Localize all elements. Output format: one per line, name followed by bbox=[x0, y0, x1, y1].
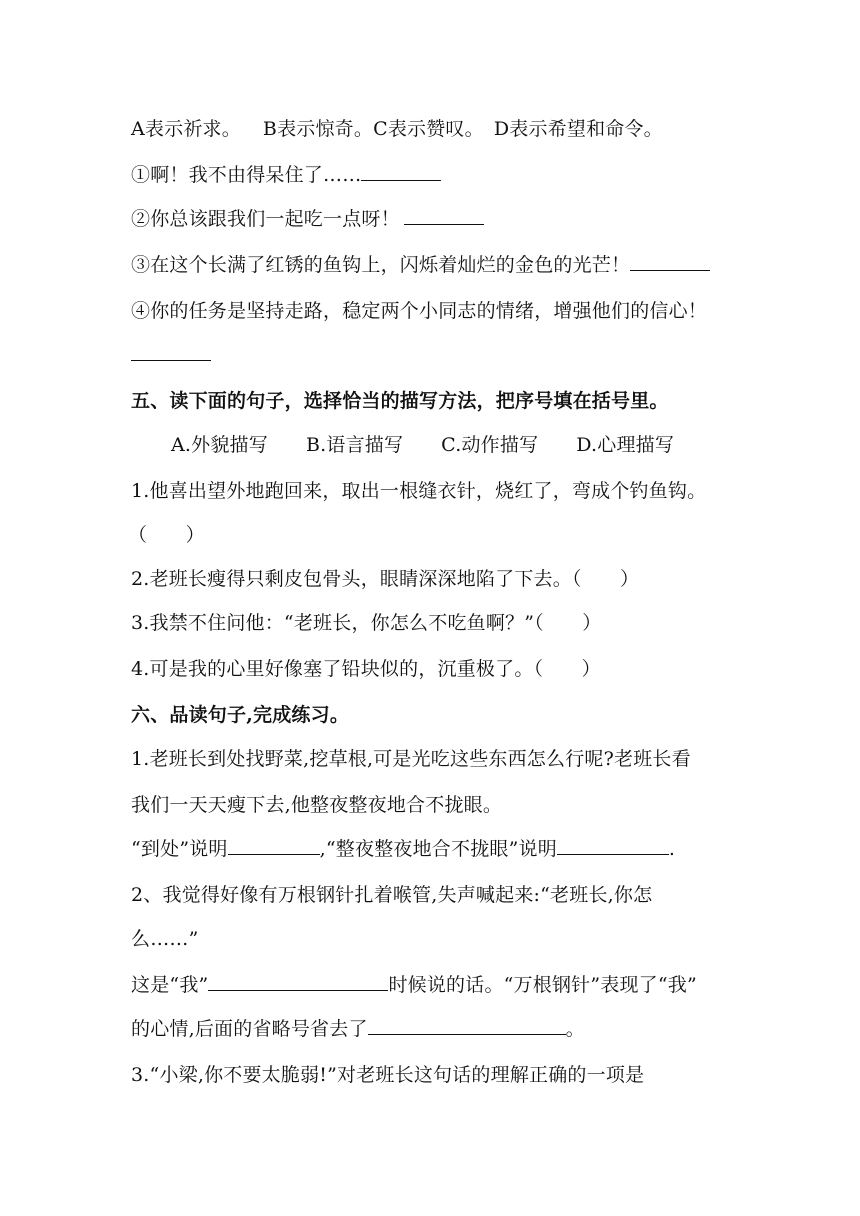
option-psychology: D.心理描写 bbox=[576, 434, 675, 456]
option-b: B表示惊奇。 bbox=[262, 118, 374, 140]
section-6-heading: 六、品读句子,完成练习。 bbox=[131, 704, 350, 726]
question-1-paren[interactable]: （ ） bbox=[128, 524, 205, 546]
passage-2-line-2: 么……” bbox=[131, 928, 199, 950]
question-end: 。 bbox=[565, 1018, 585, 1040]
answer-blank[interactable] bbox=[557, 836, 669, 855]
answer-blank[interactable] bbox=[404, 206, 484, 225]
option-a: A表示祈求。 bbox=[131, 118, 241, 140]
mood-options-row bbox=[131, 116, 663, 142]
description-question-1: 1.他喜出望外地跑回来，取出一根缝衣针，烧红了，弯成个钓鱼钩。 bbox=[131, 480, 707, 502]
mood-item-4 bbox=[131, 298, 707, 324]
section-5-heading: 五、读下面的句子，选择恰当的描写方法，把序号填在括号里。 bbox=[131, 390, 669, 412]
mood-item-3 bbox=[131, 252, 710, 278]
answer-blank[interactable] bbox=[228, 836, 320, 855]
mood-item-3-text: ③在这个长满了红锈的鱼钩上，闪烁着灿烂的金色的光芒！ bbox=[131, 254, 631, 276]
mood-item-4-answer bbox=[131, 342, 211, 368]
question-middle: 时候说的话。“万根钢针”表现了“我” bbox=[388, 974, 697, 996]
passage-1-line-1: 1.老班长到处找野菜,挖草根,可是光吃这些东西怎么行呢?老班长看 bbox=[131, 748, 691, 770]
mood-item-2-text: ②你总该跟我们一起吃一点呀！ bbox=[131, 208, 400, 230]
option-d: D表示希望和命令。 bbox=[493, 118, 663, 140]
question-text: 的心情,后面的省略号省去了 bbox=[131, 1018, 368, 1040]
question-prefix: “到处”说明 bbox=[131, 838, 228, 860]
description-options-row bbox=[171, 432, 674, 458]
option-appearance: A.外貌描写 bbox=[171, 434, 268, 456]
answer-blank[interactable] bbox=[208, 972, 388, 991]
passage-1-question bbox=[131, 836, 675, 862]
mood-item-1 bbox=[131, 162, 441, 188]
question-prefix: 这是“我” bbox=[131, 974, 209, 996]
passage-2-question-cont bbox=[131, 1016, 585, 1042]
answer-blank[interactable] bbox=[630, 252, 710, 271]
mood-item-1-text: ①啊！我不由得呆住了…… bbox=[131, 164, 362, 186]
mood-item-2 bbox=[131, 206, 484, 232]
mood-item-4-text: ④你的任务是坚持走路，稳定两个小同志的情绪，增强他们的信心！ bbox=[131, 300, 708, 322]
answer-blank[interactable] bbox=[368, 1016, 566, 1035]
question-middle: ,“整夜整夜地合不拢眼”说明 bbox=[319, 838, 557, 860]
passage-1-line-2: 我们一天天瘦下去,他整夜整夜地合不拢眼。 bbox=[131, 794, 503, 816]
passage-2-line-1: 2、我觉得好像有万根钢针扎着喉管,失声喊起来:“老班长,你怎 bbox=[131, 884, 653, 906]
passage-2-question bbox=[131, 972, 697, 998]
option-c: C表示赞叹。 bbox=[373, 118, 484, 140]
description-question-2: 2.老班长瘦得只剩皮包骨头，眼睛深深地陷了下去。（ ） bbox=[131, 568, 640, 590]
passage-3-line-1: 3.“小梁,你不要太脆弱!”对老班长这句话的理解正确的一项是 bbox=[131, 1064, 645, 1086]
option-speech: B.语言描写 bbox=[305, 434, 404, 456]
question-end: . bbox=[668, 838, 676, 860]
description-question-4: 4.可是我的心里好像塞了铅块似的，沉重极了。（ ） bbox=[131, 658, 601, 680]
description-question-3: 3.我禁不住问他：“老班长，你怎么不吃鱼啊？”（ ） bbox=[131, 612, 602, 634]
option-action: C.动作描写 bbox=[441, 434, 539, 456]
answer-blank[interactable] bbox=[361, 162, 441, 181]
answer-blank[interactable] bbox=[131, 342, 211, 361]
